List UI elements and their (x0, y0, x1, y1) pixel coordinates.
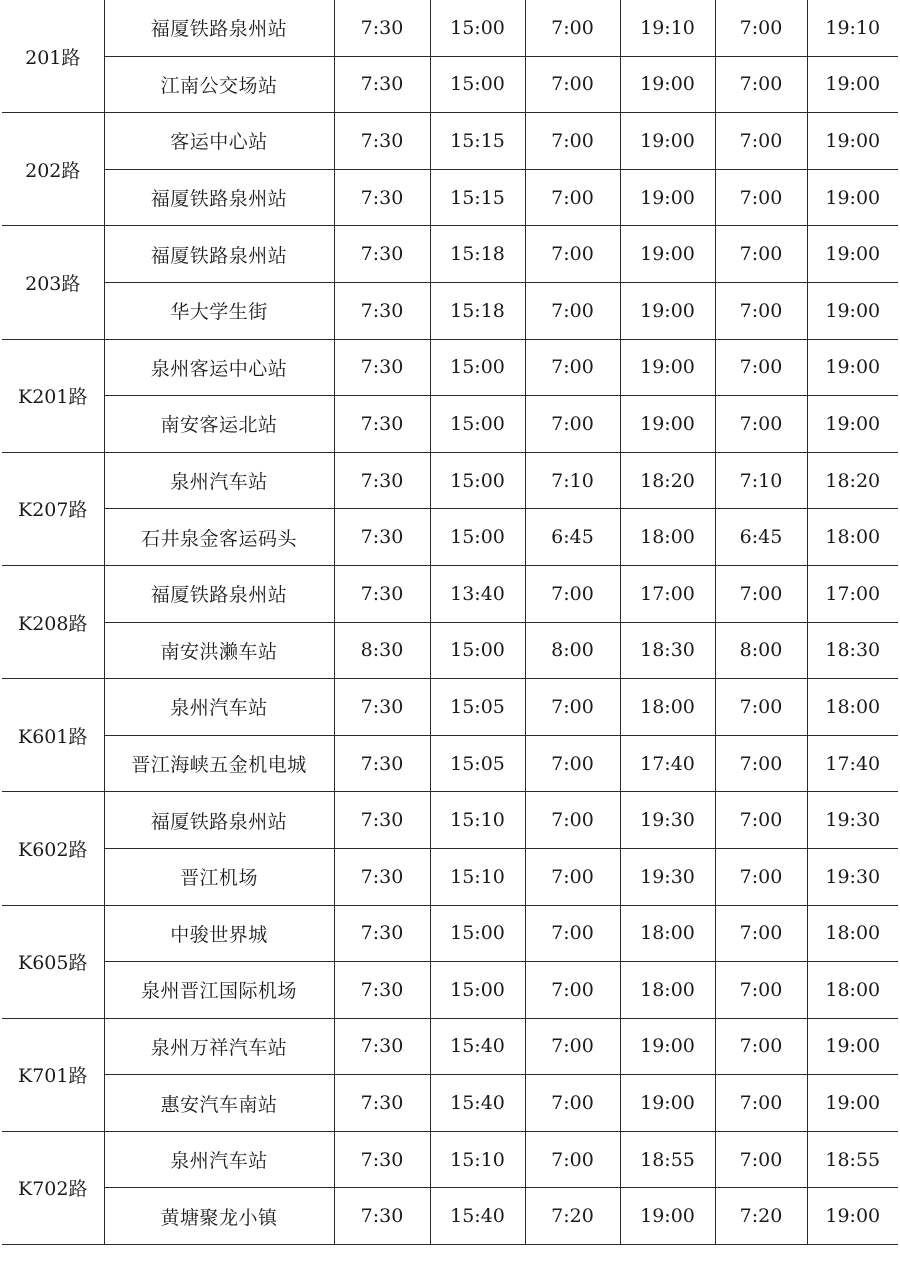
last-departure-time-cell: 15:10 (430, 848, 525, 905)
route-name-cell: 201路 (2, 0, 104, 113)
last-departure-time-cell: 15:40 (430, 1018, 525, 1075)
first-departure-time-cell: 7:30 (334, 792, 430, 849)
last-departure-time-cell: 15:40 (430, 1188, 525, 1245)
table-row (2, 282, 898, 339)
column-4-time-cell: 18:00 (620, 509, 715, 566)
column-4-time-cell: 19:00 (620, 396, 715, 453)
table-row (2, 905, 898, 962)
stop-name-cell: 福厦铁路泉州站 (104, 226, 334, 283)
table-row (2, 565, 898, 622)
stop-name-cell: 福厦铁路泉州站 (104, 169, 334, 226)
last-departure-time-cell: 15:00 (430, 0, 525, 56)
column-4-time-cell: 19:00 (620, 1188, 715, 1245)
column-4-time-cell: 17:00 (620, 565, 715, 622)
last-departure-time-cell: 15:15 (430, 169, 525, 226)
route-name-cell: K201路 (2, 339, 104, 452)
last-departure-time-cell: 15:18 (430, 282, 525, 339)
column-6-time-cell: 18:55 (807, 1131, 898, 1188)
first-departure-time-cell: 7:30 (334, 1018, 430, 1075)
first-departure-time-cell: 7:30 (334, 452, 430, 509)
column-4-time-cell: 17:40 (620, 735, 715, 792)
stop-name-cell: 泉州客运中心站 (104, 339, 334, 396)
stop-name-cell: 泉州汽车站 (104, 452, 334, 509)
column-5-time-cell: 7:00 (715, 282, 807, 339)
column-3-time-cell: 7:00 (525, 339, 620, 396)
last-departure-time-cell: 15:10 (430, 792, 525, 849)
first-departure-time-cell: 7:30 (334, 226, 430, 283)
column-4-time-cell: 18:55 (620, 1131, 715, 1188)
table-row (2, 339, 898, 396)
last-departure-time-cell: 15:40 (430, 1075, 525, 1132)
table-row (2, 452, 898, 509)
first-departure-time-cell: 7:30 (334, 1075, 430, 1132)
last-departure-time-cell: 15:05 (430, 679, 525, 736)
last-departure-time-cell: 15:00 (430, 339, 525, 396)
stop-name-cell: 江南公交场站 (104, 56, 334, 113)
first-departure-time-cell: 7:30 (334, 962, 430, 1019)
column-3-time-cell: 7:00 (525, 1018, 620, 1075)
column-3-time-cell: 7:00 (525, 848, 620, 905)
column-6-time-cell: 18:30 (807, 622, 898, 679)
column-6-time-cell: 19:00 (807, 1018, 898, 1075)
column-3-time-cell: 7:00 (525, 113, 620, 170)
column-6-time-cell: 19:00 (807, 282, 898, 339)
stop-name-cell: 客运中心站 (104, 113, 334, 170)
first-departure-time-cell: 7:30 (334, 169, 430, 226)
route-name-cell: K605路 (2, 905, 104, 1018)
column-5-time-cell: 7:10 (715, 452, 807, 509)
column-4-time-cell: 19:30 (620, 792, 715, 849)
column-3-time-cell: 7:00 (525, 792, 620, 849)
first-departure-time-cell: 7:30 (334, 905, 430, 962)
last-departure-time-cell: 15:00 (430, 962, 525, 1019)
column-5-time-cell: 7:00 (715, 339, 807, 396)
table-row (2, 1131, 898, 1188)
stop-name-cell: 泉州汽车站 (104, 679, 334, 736)
column-5-time-cell: 7:20 (715, 1188, 807, 1245)
column-6-time-cell: 18:00 (807, 509, 898, 566)
route-name-cell: 203路 (2, 226, 104, 339)
column-6-time-cell: 19:00 (807, 56, 898, 113)
column-4-time-cell: 18:00 (620, 905, 715, 962)
column-5-time-cell: 7:00 (715, 962, 807, 1019)
stop-name-cell: 惠安汽车南站 (104, 1075, 334, 1132)
column-3-time-cell: 7:00 (525, 735, 620, 792)
last-departure-time-cell: 15:10 (430, 1131, 525, 1188)
column-3-time-cell: 7:00 (525, 1075, 620, 1132)
column-5-time-cell: 7:00 (715, 1131, 807, 1188)
table-row (2, 396, 898, 453)
column-3-time-cell: 8:00 (525, 622, 620, 679)
column-6-time-cell: 19:00 (807, 339, 898, 396)
bus-schedule-table (2, 0, 898, 1245)
column-4-time-cell: 19:00 (620, 113, 715, 170)
stop-name-cell: 南安客运北站 (104, 396, 334, 453)
first-departure-time-cell: 7:30 (334, 0, 430, 56)
last-departure-time-cell: 15:15 (430, 113, 525, 170)
column-6-time-cell: 17:00 (807, 565, 898, 622)
stop-name-cell: 福厦铁路泉州站 (104, 565, 334, 622)
first-departure-time-cell: 7:30 (334, 282, 430, 339)
column-3-time-cell: 7:00 (525, 226, 620, 283)
stop-name-cell: 泉州万祥汽车站 (104, 1018, 334, 1075)
first-departure-time-cell: 7:30 (334, 113, 430, 170)
column-6-time-cell: 19:30 (807, 848, 898, 905)
column-5-time-cell: 7:00 (715, 113, 807, 170)
table-row (2, 735, 898, 792)
table-row (2, 792, 898, 849)
table-row (2, 226, 898, 283)
column-5-time-cell: 7:00 (715, 56, 807, 113)
table-row (2, 1018, 898, 1075)
column-4-time-cell: 19:10 (620, 0, 715, 56)
table-row (2, 622, 898, 679)
last-departure-time-cell: 15:00 (430, 622, 525, 679)
column-6-time-cell: 19:00 (807, 169, 898, 226)
stop-name-cell: 晋江海峡五金机电城 (104, 735, 334, 792)
stop-name-cell: 黄塘聚龙小镇 (104, 1188, 334, 1245)
stop-name-cell: 福厦铁路泉州站 (104, 792, 334, 849)
last-departure-time-cell: 15:00 (430, 452, 525, 509)
last-departure-time-cell: 15:00 (430, 396, 525, 453)
column-5-time-cell: 7:00 (715, 396, 807, 453)
table-row (2, 962, 898, 1019)
route-name-cell: K601路 (2, 679, 104, 792)
column-3-time-cell: 7:00 (525, 679, 620, 736)
table-row (2, 848, 898, 905)
stop-name-cell: 中骏世界城 (104, 905, 334, 962)
column-4-time-cell: 19:00 (620, 1018, 715, 1075)
column-4-time-cell: 19:00 (620, 339, 715, 396)
table-row (2, 0, 898, 56)
column-5-time-cell: 7:00 (715, 679, 807, 736)
column-6-time-cell: 18:20 (807, 452, 898, 509)
column-6-time-cell: 19:00 (807, 226, 898, 283)
route-name-cell: K602路 (2, 792, 104, 905)
column-3-time-cell: 7:00 (525, 1131, 620, 1188)
route-name-cell: K207路 (2, 452, 104, 565)
column-5-time-cell: 7:00 (715, 792, 807, 849)
column-3-time-cell: 6:45 (525, 509, 620, 566)
column-6-time-cell: 17:40 (807, 735, 898, 792)
column-4-time-cell: 18:20 (620, 452, 715, 509)
column-6-time-cell: 19:00 (807, 1075, 898, 1132)
column-5-time-cell: 7:00 (715, 848, 807, 905)
stop-name-cell: 华大学生街 (104, 282, 334, 339)
column-6-time-cell: 18:00 (807, 962, 898, 1019)
column-4-time-cell: 18:00 (620, 679, 715, 736)
column-6-time-cell: 18:00 (807, 905, 898, 962)
column-3-time-cell: 7:00 (525, 396, 620, 453)
column-4-time-cell: 19:00 (620, 226, 715, 283)
column-5-time-cell: 7:00 (715, 1018, 807, 1075)
stop-name-cell: 泉州晋江国际机场 (104, 962, 334, 1019)
last-departure-time-cell: 15:18 (430, 226, 525, 283)
last-departure-time-cell: 15:05 (430, 735, 525, 792)
column-3-time-cell: 7:00 (525, 56, 620, 113)
column-5-time-cell: 7:00 (715, 169, 807, 226)
column-4-time-cell: 18:30 (620, 622, 715, 679)
column-5-time-cell: 7:00 (715, 905, 807, 962)
first-departure-time-cell: 7:30 (334, 1188, 430, 1245)
table-row (2, 1075, 898, 1132)
table-row (2, 509, 898, 566)
column-3-time-cell: 7:00 (525, 282, 620, 339)
column-6-time-cell: 19:30 (807, 792, 898, 849)
column-4-time-cell: 19:00 (620, 169, 715, 226)
first-departure-time-cell: 7:30 (334, 396, 430, 453)
column-3-time-cell: 7:00 (525, 962, 620, 1019)
table-row (2, 1188, 898, 1245)
column-4-time-cell: 18:00 (620, 962, 715, 1019)
stop-name-cell: 福厦铁路泉州站 (104, 0, 334, 56)
stop-name-cell: 泉州汽车站 (104, 1131, 334, 1188)
first-departure-time-cell: 8:30 (334, 622, 430, 679)
first-departure-time-cell: 7:30 (334, 848, 430, 905)
route-name-cell: 202路 (2, 113, 104, 226)
column-3-time-cell: 7:20 (525, 1188, 620, 1245)
last-departure-time-cell: 13:40 (430, 565, 525, 622)
column-5-time-cell: 6:45 (715, 509, 807, 566)
column-5-time-cell: 7:00 (715, 0, 807, 56)
first-departure-time-cell: 7:30 (334, 56, 430, 113)
stop-name-cell: 石井泉金客运码头 (104, 509, 334, 566)
column-6-time-cell: 19:00 (807, 113, 898, 170)
column-3-time-cell: 7:10 (525, 452, 620, 509)
route-name-cell: K701路 (2, 1018, 104, 1131)
column-6-time-cell: 19:00 (807, 1188, 898, 1245)
first-departure-time-cell: 7:30 (334, 339, 430, 396)
column-3-time-cell: 7:00 (525, 905, 620, 962)
column-4-time-cell: 19:00 (620, 1075, 715, 1132)
schedule-body (2, 0, 898, 1245)
stop-name-cell: 南安洪濑车站 (104, 622, 334, 679)
route-name-cell: K208路 (2, 565, 104, 678)
last-departure-time-cell: 15:00 (430, 509, 525, 566)
table-row (2, 169, 898, 226)
last-departure-time-cell: 15:00 (430, 905, 525, 962)
first-departure-time-cell: 7:30 (334, 509, 430, 566)
column-6-time-cell: 18:00 (807, 679, 898, 736)
column-5-time-cell: 7:00 (715, 1075, 807, 1132)
first-departure-time-cell: 7:30 (334, 565, 430, 622)
column-5-time-cell: 7:00 (715, 565, 807, 622)
first-departure-time-cell: 7:30 (334, 679, 430, 736)
column-4-time-cell: 19:00 (620, 56, 715, 113)
column-5-time-cell: 7:00 (715, 226, 807, 283)
column-4-time-cell: 19:00 (620, 282, 715, 339)
column-3-time-cell: 7:00 (525, 565, 620, 622)
column-6-time-cell: 19:10 (807, 0, 898, 56)
route-name-cell: K702路 (2, 1131, 104, 1244)
column-3-time-cell: 7:00 (525, 0, 620, 56)
column-5-time-cell: 8:00 (715, 622, 807, 679)
column-6-time-cell: 19:00 (807, 396, 898, 453)
first-departure-time-cell: 7:30 (334, 735, 430, 792)
table-row (2, 56, 898, 113)
column-5-time-cell: 7:00 (715, 735, 807, 792)
stop-name-cell: 晋江机场 (104, 848, 334, 905)
column-4-time-cell: 19:30 (620, 848, 715, 905)
table-row (2, 113, 898, 170)
table-row (2, 679, 898, 736)
column-3-time-cell: 7:00 (525, 169, 620, 226)
last-departure-time-cell: 15:00 (430, 56, 525, 113)
first-departure-time-cell: 7:30 (334, 1131, 430, 1188)
